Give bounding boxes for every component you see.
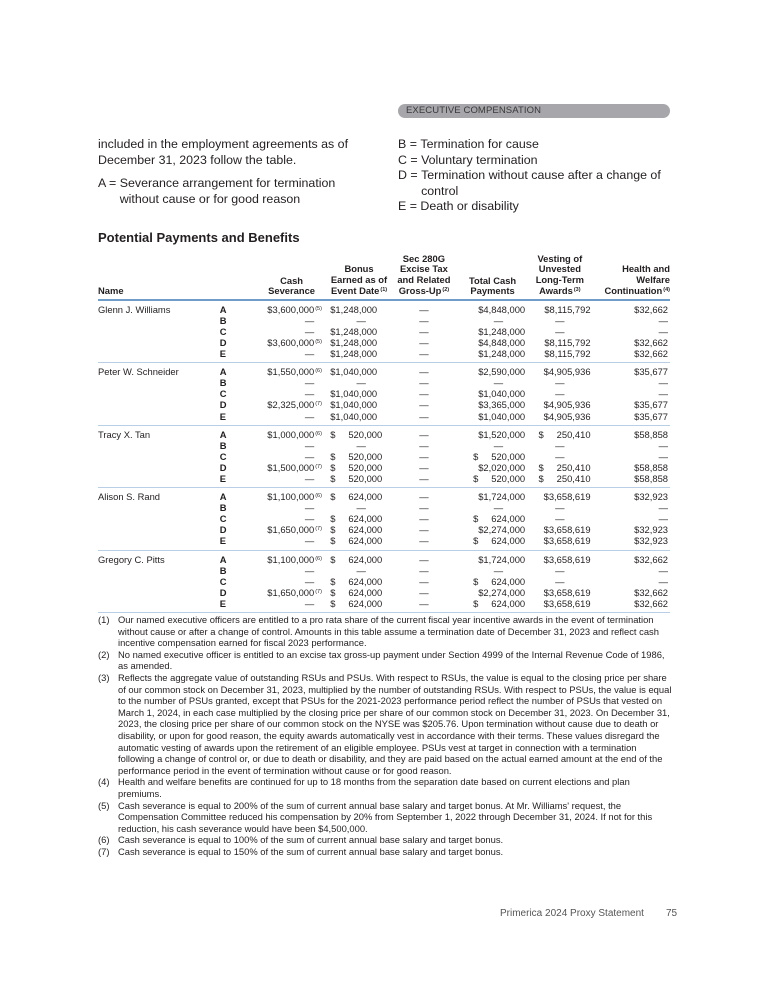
table-header-row [98, 254, 670, 300]
cash-severance-cell: $3,600,000$^{(5)}$ [267, 303, 322, 315]
gross-up-cell: — [390, 410, 458, 425]
cash-severance-cell: $2,325,000$^{(7)}$ [267, 399, 322, 411]
executive-name [98, 462, 218, 473]
executive-name [98, 410, 218, 425]
gross-up-cell: — [390, 598, 458, 613]
health-cell: — [658, 513, 668, 525]
gross-up-cell: — [390, 535, 458, 550]
vesting-cell: — [555, 439, 565, 451]
gross-up-cell: — [419, 502, 429, 514]
executive-name: Tracy X. Tan [98, 428, 151, 440]
vesting-cell: $8,115,792 [544, 336, 591, 348]
gross-up-cell: — [390, 473, 458, 488]
potential-payments-table [98, 254, 670, 613]
table-row [98, 410, 670, 425]
section-header-pill: EXECUTIVE COMPENSATION [398, 104, 670, 118]
health-cell: $32,662 [593, 598, 670, 613]
executive-name [98, 502, 218, 513]
vesting-cell: — [555, 325, 565, 337]
gross-up-cell: — [419, 325, 429, 337]
total-cash-cell: — [493, 439, 504, 451]
total-cash-cell: $2,020,000 [478, 461, 526, 473]
total-cash-cell: $ 624,000 [458, 598, 527, 613]
total-cash-cell: $1,520,000 [478, 428, 526, 440]
cash-severance-cell: — [304, 439, 315, 451]
vesting-cell: — [555, 564, 565, 576]
total-cash-cell: $4,848,000 [478, 336, 526, 348]
health-cell: $58,858 [634, 461, 668, 473]
vesting-cell: $3,658,619 [543, 553, 591, 565]
vesting-cell: $8,115,792 [527, 348, 592, 363]
total-cash-cell: $1,724,000 [478, 491, 526, 503]
col-header-vesting: Vesting of Unvested Long-Term Awards$^{(3)}$ [527, 254, 592, 300]
health-cell: $35,677 [593, 410, 670, 425]
health-cell: $32,923 [634, 524, 668, 536]
total-cash-cell: $1,040,000 [458, 410, 527, 425]
vesting-cell: $4,905,936 [527, 410, 592, 425]
bonus-cell: $ 624,000 [328, 535, 390, 550]
gross-up-cell: — [390, 348, 458, 363]
table-row [98, 425, 670, 440]
vesting-cell: $3,658,619 [543, 524, 591, 536]
table-row [98, 535, 670, 550]
executive-name: Peter W. Schneider [98, 366, 179, 378]
table-row [98, 315, 670, 326]
total-cash-cell: $1,248,000 [478, 325, 526, 337]
health-cell: $58,858 [593, 473, 670, 488]
cash-severance-cell: — [304, 314, 315, 326]
gross-up-cell: — [419, 388, 429, 400]
vesting-cell: $4,905,936 [543, 366, 591, 378]
footnote-number: (4) [98, 776, 110, 788]
total-cash-cell: — [493, 564, 504, 576]
total-cash-cell: — [493, 502, 504, 514]
executive-name [98, 326, 218, 337]
executive-name: Gregory C. Pitts [98, 553, 165, 565]
total-cash-cell: $2,590,000 [478, 366, 526, 378]
total-cash-cell: $ 624,000 [458, 535, 527, 550]
gross-up-cell: — [419, 491, 429, 503]
total-cash-cell: $ 624,000 [473, 513, 526, 525]
footnote-text: Cash severance is equal to 150% of the sum of current annual base salary and target bonus. [118, 845, 504, 857]
bonus-cell: $1,248,000 [330, 303, 378, 315]
cash-severance-cell: — [304, 575, 315, 587]
bonus-cell: $1,248,000 [330, 336, 378, 348]
bonus-cell: $ 520,000 [330, 450, 383, 462]
gross-up-cell: — [419, 439, 429, 451]
executive-name [98, 388, 218, 399]
health-cell: $35,677 [634, 366, 668, 378]
cash-severance-cell: $1,500,000$^{(7)}$ [267, 461, 322, 473]
scenario-code: A [219, 366, 227, 378]
executive-name [98, 451, 218, 462]
executive-name [98, 473, 218, 488]
health-cell: — [658, 325, 668, 337]
health-cell: — [658, 388, 668, 400]
scenario-code: C [219, 513, 227, 525]
health-cell: — [658, 314, 668, 326]
footnote-item [98, 672, 672, 776]
executive-name [98, 348, 218, 363]
footnote-item [98, 776, 672, 799]
bonus-cell: $ 624,000 [330, 575, 383, 587]
footnote-item [98, 614, 672, 649]
footnote-text: Health and welfare benefits are continued for up to 18 months from the separation date based on current elections and plan premiums. [118, 776, 630, 799]
legend-item-d: D = Termination without cause after a change of control [398, 168, 661, 198]
footnote-text: Our named executive officers are entitled to a pro rata share of the current fiscal year incentive awards in the event of termination without cause or after a change of control. Amounts in this table assume a termination date of December 31, 2023 and reflect cash incentive compensation earned for fiscal 2023 performance. [118, 614, 659, 649]
cash-severance-cell: $3,600,000$^{(5)}$ [267, 336, 322, 348]
cash-severance-cell: — [304, 388, 315, 400]
vesting-cell: — [555, 377, 565, 389]
executive-name [98, 524, 218, 535]
vesting-cell: $3,658,619 [543, 491, 591, 503]
col-header-bonus: Bonus Earned as of Event Date$^{(1)}$ [328, 254, 390, 300]
scenario-code: B [219, 564, 227, 576]
health-cell: $32,662 [593, 348, 670, 363]
footnote-number: (3) [98, 671, 110, 683]
vesting-cell: — [555, 502, 565, 514]
health-cell: — [658, 564, 668, 576]
health-cell: — [658, 377, 668, 389]
footnote-text: Cash severance is equal to 200% of the sum of current annual base salary and target bonus. At Mr. Williams' request, the Compensation Committee reduced his compensation by 20% from September 1, 2022 through December 31, 2024. If not for this reduction, his cash severance would have been $4,500,000. [118, 799, 653, 834]
health-cell: $32,662 [634, 586, 668, 598]
health-cell: $32,923 [593, 535, 670, 550]
col-header-scenario [218, 254, 241, 300]
table-row [98, 377, 670, 388]
total-cash-cell: $2,274,000 [478, 524, 526, 536]
legend-item-c: C = Voluntary termination [398, 152, 538, 167]
scenario-code: C [219, 388, 227, 400]
cash-severance-cell: — [304, 377, 315, 389]
executive-name [98, 315, 218, 326]
bonus-cell: $1,040,000 [330, 366, 378, 378]
bonus-cell: — [356, 564, 366, 576]
vesting-cell: $ 250,410 [538, 428, 591, 440]
legend-key: A = [98, 176, 120, 190]
executive-name [98, 576, 218, 587]
gross-up-cell: — [419, 377, 429, 389]
table-title: Potential Payments and Benefits [98, 230, 300, 245]
executive-name: Glenn J. Williams [98, 303, 171, 315]
vesting-cell: $ 250,410 [527, 473, 592, 488]
legend-item-b: B = Termination for cause [398, 137, 539, 151]
gross-up-cell: — [419, 461, 429, 473]
health-cell: $32,662 [634, 553, 668, 565]
scenario-code: D [219, 399, 227, 411]
cash-severance-cell: — [304, 325, 315, 337]
intro-text: included in the employment agreements as of December 31, 2023 follow the table. [98, 137, 349, 167]
gross-up-cell: — [419, 553, 429, 565]
cash-severance-cell: $1,650,000$^{(7)}$ [267, 524, 322, 536]
executive-name [98, 377, 218, 388]
bonus-cell: — [356, 377, 366, 389]
total-cash-cell: $1,040,000 [478, 388, 526, 400]
table-body [98, 300, 670, 613]
total-cash-cell: $3,365,000 [478, 399, 526, 411]
scenario-code: D [219, 586, 227, 598]
vesting-cell: $ 250,410 [538, 461, 591, 473]
page-footer [500, 908, 677, 919]
bonus-cell: — [356, 439, 366, 451]
footnote-item [98, 649, 672, 672]
table-row [98, 576, 670, 587]
cash-severance-cell: — [304, 502, 315, 514]
health-cell: $58,858 [634, 428, 668, 440]
vesting-cell: — [555, 388, 565, 400]
footnote-number: (2) [98, 648, 110, 660]
footnote-item [98, 834, 672, 846]
scenario-code: B [219, 439, 227, 451]
table-row [98, 488, 670, 503]
vesting-cell: — [555, 314, 565, 326]
total-cash-cell: $ 624,000 [473, 575, 526, 587]
footnotes [98, 614, 672, 857]
gross-up-cell: — [419, 586, 429, 598]
table-row [98, 337, 670, 348]
total-cash-cell: — [493, 314, 504, 326]
scenario-code: A [219, 491, 227, 503]
col-header-health: Health and Welfare Continuation$^{(4)}$ [593, 254, 670, 300]
scenario-code: B [219, 502, 227, 514]
footnote-number: (5) [98, 799, 110, 811]
health-cell: — [658, 502, 668, 514]
vesting-cell: — [555, 513, 565, 525]
table-row [98, 502, 670, 513]
col-header-280g: Sec 280G Excise Tax and Related Gross-Up$^{(2)}$ [390, 254, 458, 300]
bonus-cell: $ 624,000 [328, 598, 390, 613]
scenario-code: D [219, 461, 227, 473]
scenario-code: A [219, 303, 227, 315]
bonus-cell: $1,040,000 [330, 399, 378, 411]
col-header-name: Name [98, 254, 218, 300]
health-cell: $32,923 [634, 491, 668, 503]
cash-severance-cell: — [304, 513, 315, 525]
table-row [98, 300, 670, 315]
footnote-text: No named executive officer is entitled to an excise tax gross-up payment under Section 4999 of the Internal Revenue Code of 1986, as amended. [118, 648, 665, 672]
total-cash-cell: $ 520,000 [473, 450, 526, 462]
legend-text: Severance arrangement for termination without cause or for good reason [119, 176, 336, 206]
table-row [98, 513, 670, 524]
scenario-code: E [218, 535, 241, 550]
gross-up-cell: — [419, 524, 429, 536]
scenario-code: C [219, 450, 227, 462]
col-header-total-cash: Total Cash Payments [458, 254, 527, 300]
vesting-cell: — [555, 450, 565, 462]
scenario-code: D [219, 336, 227, 348]
legend-item-e: E = Death or disability [398, 199, 519, 213]
bonus-cell: $ 624,000 [330, 586, 383, 598]
vesting-cell: $3,658,619 [527, 598, 592, 613]
bonus-cell: $ 624,000 [330, 491, 383, 503]
gross-up-cell: — [419, 366, 429, 378]
cash-severance-cell: $1,000,000$^{(6)}$ [267, 428, 322, 440]
vesting-cell: $3,658,619 [527, 535, 592, 550]
bonus-cell: $ 520,000 [330, 461, 383, 473]
cash-severance-cell: — [241, 348, 328, 363]
table-row [98, 462, 670, 473]
executive-name [98, 440, 218, 451]
total-cash-cell: $ 520,000 [458, 473, 527, 488]
publication-name: Primerica 2024 Proxy Statement [500, 908, 644, 919]
scenario-code: B [219, 314, 227, 326]
scenario-code: B [219, 377, 227, 389]
executive-name: Alison S. Rand [98, 491, 161, 503]
footnote-number: (7) [98, 845, 110, 857]
table-row [98, 440, 670, 451]
scenario-code: A [219, 553, 227, 565]
bonus-cell: $ 624,000 [330, 524, 383, 536]
footnote-text: Reflects the aggregate value of outstanding RSUs and PSUs. With respect to RSUs, the value is equal to the closing price per share of our common stock on December 31, 2023, multiplied by the number of outstanding RSUs. With respect to PSUs, the value is equal to the number of PSUs granted, except that PSUs for the 2021-2023 performance period reflect the number of PSUs that vested on March 1, 2024, in each case multiplied by the closing price per share of our common stock on December 31, 2023. On December 31, 2023, the closing price per share of our common stock on the NYSE was $205.76. Upon termination without cause due to death or disability, or upon for good reason, the equity awards automatically vest in accordance with their terms. These values disregard the automatic vesting of awards upon the retirement of an eligible employee. PSUs vest at target in connection with a termination following a change of control or, or due to death or disability, and they are paid based on the actual earned amount at the end of the performance period in the event of termination without cause or for good reason. [118, 671, 672, 776]
col-header-cash-severance: Cash Severance [241, 254, 328, 300]
table-row [98, 473, 670, 488]
total-cash-cell: $4,848,000 [478, 303, 526, 315]
table-row [98, 524, 670, 535]
bonus-cell: $ 520,000 [328, 473, 390, 488]
executive-name [98, 565, 218, 576]
health-cell: $35,677 [634, 399, 668, 411]
bonus-cell: $ 624,000 [330, 513, 383, 525]
table-row [98, 587, 670, 598]
cash-severance-cell: $1,100,000$^{(6)}$ [267, 491, 322, 503]
health-cell: — [658, 575, 668, 587]
cash-severance-cell: — [304, 564, 315, 576]
table-row [98, 348, 670, 363]
bonus-cell: — [356, 314, 366, 326]
bonus-cell: — [356, 502, 366, 514]
table-row [98, 550, 670, 565]
footnote-item [98, 800, 672, 835]
intro-right-column [398, 137, 678, 215]
cash-severance-cell: $1,550,000$^{(6)}$ [267, 366, 322, 378]
table-row [98, 363, 670, 378]
gross-up-cell: — [419, 564, 429, 576]
page-number: 75 [665, 908, 678, 919]
table-row [98, 565, 670, 576]
executive-name [98, 598, 218, 613]
bonus-cell: $ 520,000 [330, 428, 383, 440]
cash-severance-cell: $1,650,000$^{(7)}$ [267, 586, 322, 598]
cash-severance-cell: — [241, 410, 328, 425]
table-row [98, 326, 670, 337]
total-cash-cell: $2,274,000 [478, 586, 526, 598]
cash-severance-cell: — [241, 535, 328, 550]
footnote-number: (6) [98, 834, 110, 846]
health-cell: — [658, 439, 668, 451]
table-row [98, 399, 670, 410]
cash-severance-cell: $1,100,000$^{(6)}$ [267, 553, 322, 565]
gross-up-cell: — [419, 513, 429, 525]
scenario-code: E [218, 348, 241, 363]
vesting-cell: $8,115,792 [544, 303, 591, 315]
intro-left-column [98, 137, 368, 207]
executive-name [98, 535, 218, 550]
scenario-code: C [219, 575, 227, 587]
footnote-item [98, 846, 672, 858]
vesting-cell: $4,905,936 [543, 399, 591, 411]
gross-up-cell: — [419, 314, 429, 326]
executive-name [98, 513, 218, 524]
total-cash-cell: $1,724,000 [478, 553, 526, 565]
scenario-code: E [218, 410, 241, 425]
bonus-cell: $1,040,000 [328, 410, 390, 425]
scenario-code: A [219, 428, 227, 440]
bonus-cell: $ 624,000 [330, 553, 383, 565]
health-cell: $32,662 [634, 303, 668, 315]
executive-name [98, 587, 218, 598]
vesting-cell: $3,658,619 [543, 586, 591, 598]
total-cash-cell: — [493, 377, 504, 389]
scenario-code: C [219, 325, 227, 337]
gross-up-cell: — [419, 450, 429, 462]
gross-up-cell: — [419, 336, 429, 348]
gross-up-cell: — [419, 399, 429, 411]
footnote-number: (1) [98, 614, 110, 625]
total-cash-cell: $1,248,000 [458, 348, 527, 363]
footnote-text: Cash severance is equal to 100% of the sum of current annual base salary and target bonus. [118, 834, 504, 846]
health-cell: — [658, 450, 668, 462]
scenario-code: E [218, 598, 241, 613]
table-row [98, 451, 670, 462]
bonus-cell: $1,248,000 [330, 325, 378, 337]
gross-up-cell: — [419, 303, 429, 315]
health-cell: $32,662 [634, 336, 668, 348]
table-row [98, 598, 670, 613]
table-row [98, 388, 670, 399]
scenario-code: D [219, 524, 227, 536]
executive-name [98, 399, 218, 410]
vesting-cell: — [555, 575, 565, 587]
legend-item-a [98, 176, 368, 207]
gross-up-cell: — [419, 428, 429, 440]
bonus-cell: $1,040,000 [330, 388, 378, 400]
executive-name [98, 337, 218, 348]
cash-severance-cell: — [304, 450, 315, 462]
scenario-code: E [218, 473, 241, 488]
gross-up-cell: — [419, 575, 429, 587]
cash-severance-cell: — [241, 473, 328, 488]
cash-severance-cell: — [241, 598, 328, 613]
bonus-cell: $1,248,000 [328, 348, 390, 363]
